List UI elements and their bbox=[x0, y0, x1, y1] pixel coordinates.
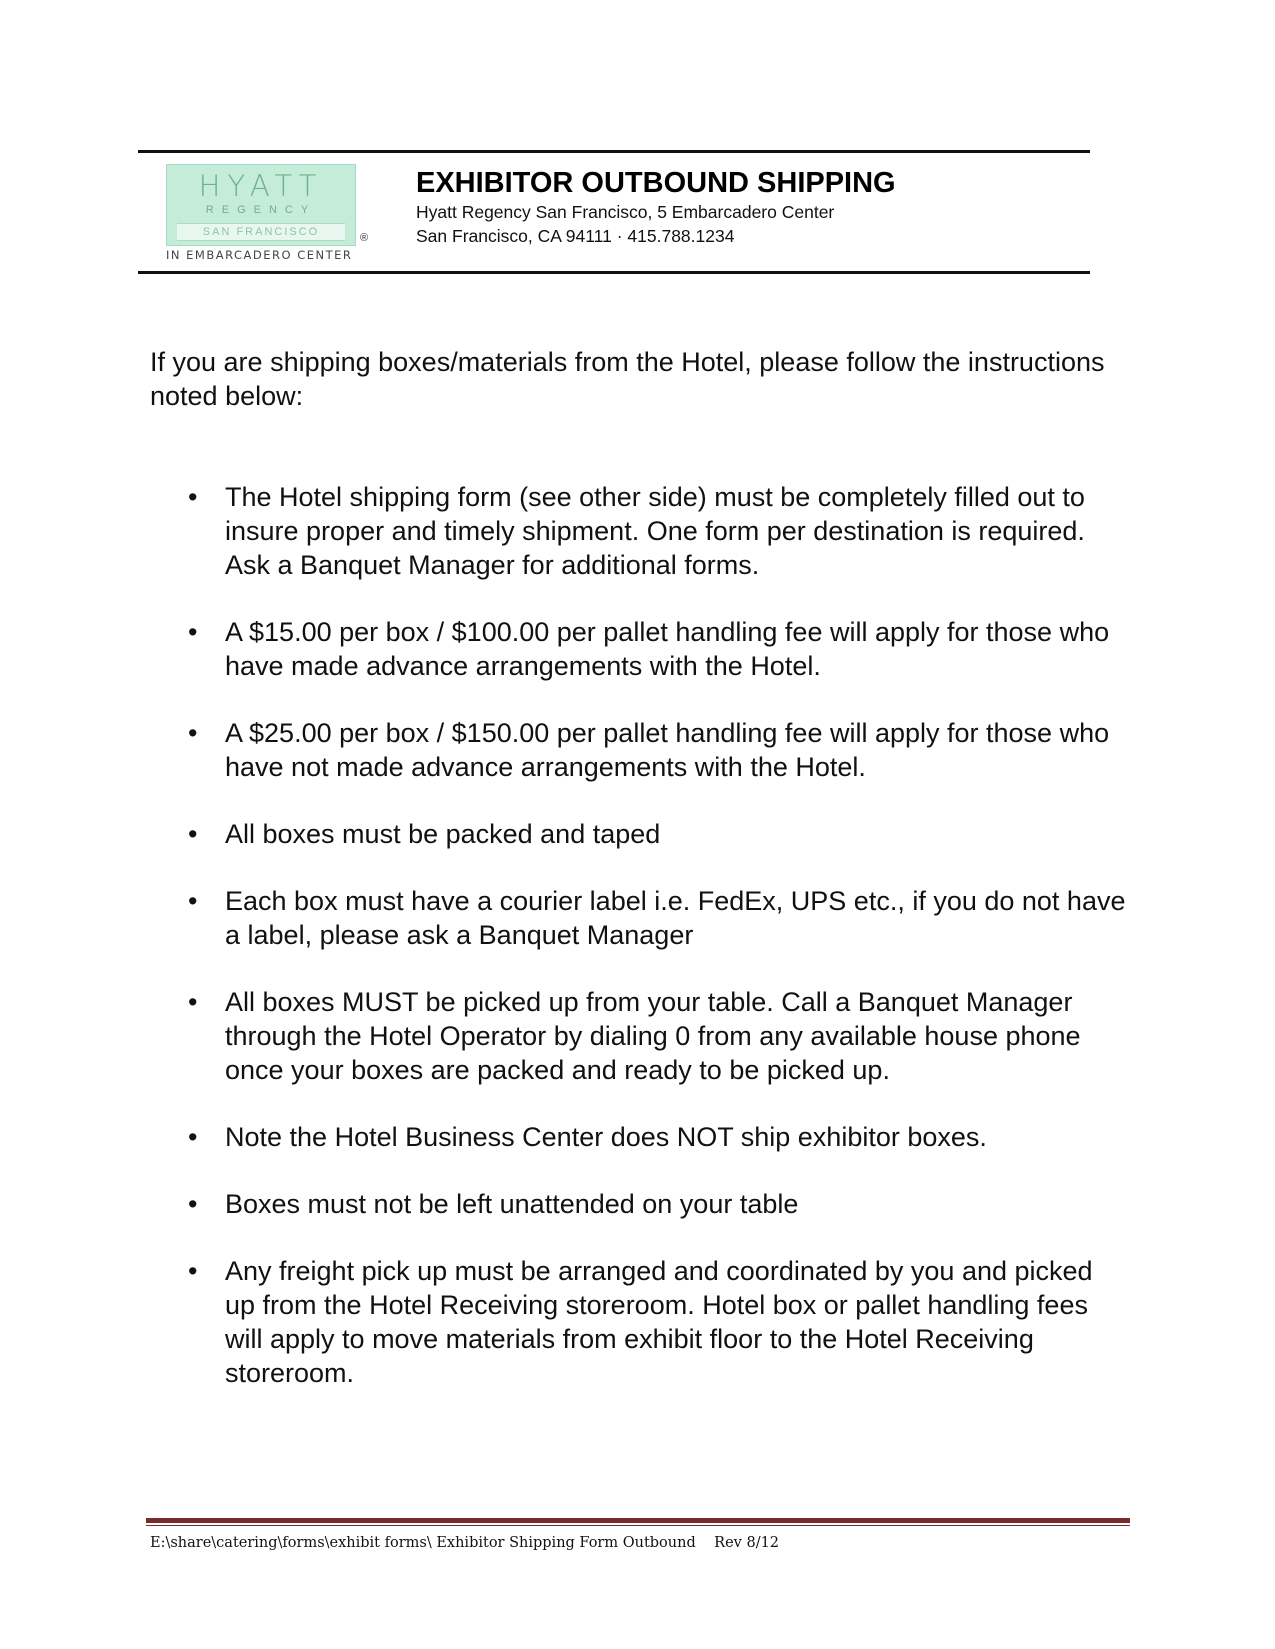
bullet-icon: • bbox=[188, 819, 198, 849]
address-line-1: Hyatt Regency San Francisco, 5 Embarcadero Center bbox=[416, 202, 835, 222]
list-item-text: Note the Hotel Business Center does NOT ship exhibitor boxes. bbox=[225, 1122, 987, 1152]
bullet-icon: • bbox=[188, 1122, 198, 1152]
list-item bbox=[150, 817, 1130, 851]
logo-tagline: IN EMBARCADERO CENTER bbox=[166, 248, 353, 262]
list-item-text: The Hotel shipping form (see other side) must be completely filled out to insure proper and timely shipment. One form per destination is required. Ask a Banquet Manager for additional forms. bbox=[225, 482, 1085, 580]
page-title: EXHIBITOR OUTBOUND SHIPPING bbox=[416, 167, 896, 199]
header-text bbox=[416, 166, 896, 248]
list-item bbox=[150, 615, 1130, 683]
list-item bbox=[150, 480, 1130, 582]
bullet-icon: • bbox=[188, 718, 198, 748]
list-item-text: All boxes MUST be picked up from your table. Call a Banquet Manager through the Hotel Operator by dialing 0 from any available house phone once your boxes are packed and ready to be picked up. bbox=[225, 987, 1081, 1085]
bullet-icon: • bbox=[188, 886, 198, 916]
footer-rule-thin bbox=[146, 1525, 1130, 1526]
instruction-list bbox=[150, 480, 1130, 1423]
bullet-icon: • bbox=[188, 482, 198, 512]
list-item-text: A $25.00 per box / $150.00 per pallet handling fee will apply for those who have not made advance arrangements with the Hotel. bbox=[225, 718, 1110, 782]
footer-rule bbox=[146, 1518, 1130, 1523]
bullet-icon: • bbox=[188, 987, 198, 1017]
address-line-2: San Francisco, CA 94111 · 415.788.1234 bbox=[416, 226, 735, 246]
list-item-text: Boxes must not be left unattended on your table bbox=[225, 1189, 799, 1219]
hyatt-logo bbox=[166, 164, 369, 264]
intro-paragraph: If you are shipping boxes/materials from the Hotel, please follow the instructions noted below: bbox=[150, 347, 1105, 411]
bullet-icon: • bbox=[188, 1189, 198, 1219]
list-item bbox=[150, 1120, 1130, 1154]
list-item bbox=[150, 985, 1130, 1087]
header-top-rule bbox=[138, 150, 1090, 153]
registered-mark: ® bbox=[360, 232, 369, 244]
list-item bbox=[150, 884, 1130, 952]
list-item-text: All boxes must be packed and taped bbox=[225, 819, 661, 849]
logo-band: SAN FRANCISCO bbox=[177, 223, 345, 241]
list-item bbox=[150, 716, 1130, 784]
list-item bbox=[150, 1254, 1130, 1390]
bullet-icon: • bbox=[188, 617, 198, 647]
footer-file-path: E:\share\catering\forms\exhibit forms\ Exhibitor Shipping Form Outbound Rev 8/12 bbox=[150, 1535, 780, 1551]
logo-box bbox=[166, 164, 356, 246]
list-item bbox=[150, 1187, 1130, 1221]
logo-sub: REGENCY bbox=[205, 204, 317, 216]
logo-brand: HYATT bbox=[198, 169, 324, 203]
list-item-text: Any freight pick up must be arranged and coordinated by you and picked up from the Hotel Receiving storeroom. Hotel box or pallet handling fees will apply to move materials from exhibit floor to the Hotel Receiving storeroom. bbox=[225, 1256, 1093, 1388]
list-item-text: A $15.00 per box / $100.00 per pallet handling fee will apply for those who have made advance arrangements with the Hotel. bbox=[225, 617, 1110, 681]
list-item-text: Each box must have a courier label i.e. FedEx, UPS etc., if you do not have a label, please ask a Banquet Manager bbox=[225, 886, 1126, 950]
bullet-icon: • bbox=[188, 1256, 198, 1286]
header-bottom-rule bbox=[138, 271, 1090, 274]
